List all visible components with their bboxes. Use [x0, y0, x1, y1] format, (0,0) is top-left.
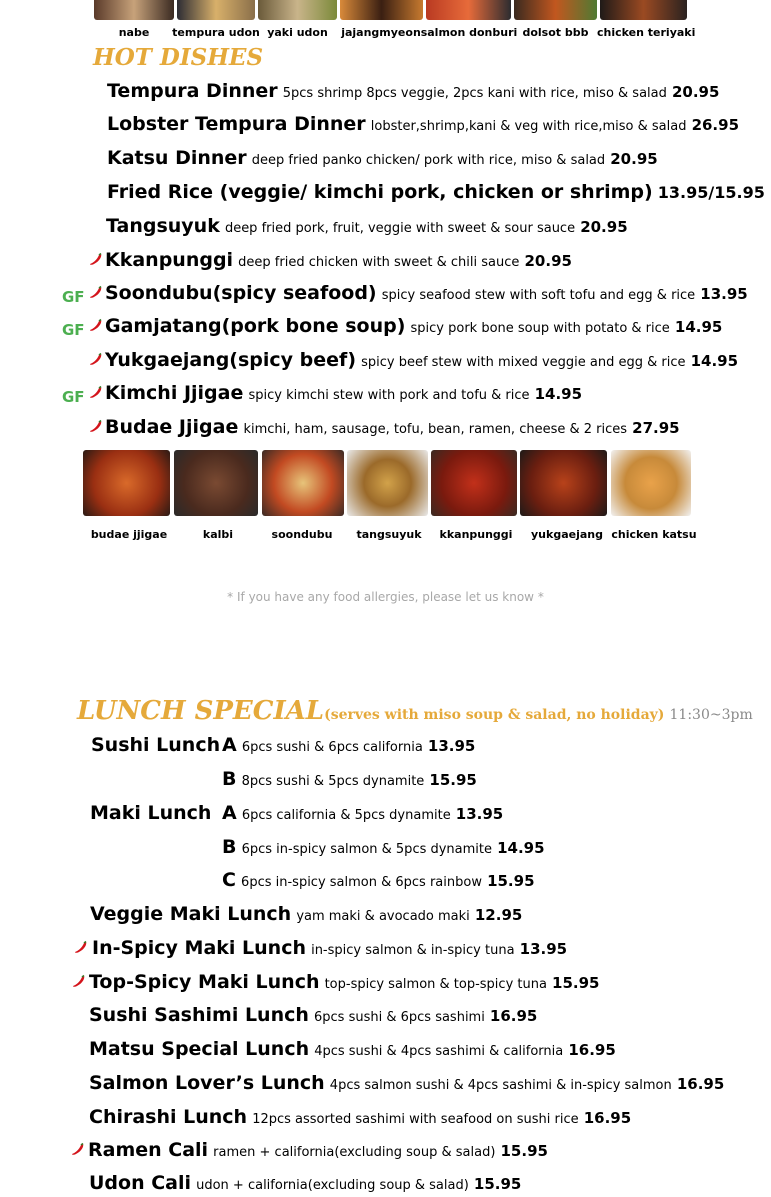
- caption-tangsuyuk: tangsuyuk: [356, 528, 422, 541]
- option-letter: A: [222, 734, 237, 756]
- item-name: Tangsuyuk: [106, 215, 220, 237]
- item-name: Yukgaejang(spicy beef): [105, 349, 356, 371]
- item-name: Veggie Maki Lunch: [90, 903, 292, 925]
- item-desc: in-spicy salmon & in-spicy tuna: [311, 943, 515, 958]
- caption-chicken-katsu: chicken katsu: [611, 528, 697, 541]
- chili-pepper-icon: [71, 974, 87, 990]
- menu-item: [105, 351, 738, 370]
- item-price: 13.95: [519, 940, 568, 958]
- lunch-option: [222, 838, 545, 857]
- caption-yaki-udon: yaki udon: [267, 26, 328, 39]
- option-desc: 6pcs in-spicy salmon & 5pcs dynamite: [241, 842, 493, 857]
- item-price: 16.95: [568, 1041, 616, 1059]
- photo-yukgaejang: [520, 450, 607, 516]
- option-letter: B: [222, 836, 237, 858]
- item-price: 15.95: [500, 1142, 548, 1160]
- option-letter: A: [222, 802, 237, 824]
- caption-jajangmyeon: jajangmyeon: [341, 26, 421, 39]
- item-desc: lobster,shrimp,kani & veg with rice,miso & salad: [370, 119, 687, 134]
- caption-budae-jjigae: budae jjigae: [90, 528, 168, 541]
- caption-tempura-udon: tempura udon: [172, 26, 260, 39]
- item-desc: spicy seafood stew with soft tofu and egg & rice: [381, 288, 696, 303]
- allergy-note: * If you have any food allergies, please let us know *: [227, 590, 544, 604]
- photo-tempura-udon: [177, 0, 255, 20]
- photo-salmon-donburi: [426, 0, 511, 20]
- item-desc: 5pcs shrimp 8pcs veggie, 2pcs kani with rice, miso & salad: [282, 86, 667, 101]
- option-price: 15.95: [487, 872, 535, 890]
- menu-item: [107, 149, 658, 168]
- item-desc: 6pcs sushi & 6pcs sashimi: [314, 1010, 485, 1025]
- item-name: Matsu Special Lunch: [89, 1038, 310, 1060]
- option-desc: 6pcs california & 5pcs dynamite: [241, 808, 451, 823]
- lunch-item: [88, 1141, 548, 1160]
- caption-soondubu: soondubu: [271, 528, 333, 541]
- item-name: Kkanpunggi: [105, 249, 234, 271]
- hot-dishes-title: HOT DISHES: [93, 44, 264, 71]
- photo-tangsuyuk: [347, 450, 428, 516]
- photo-chicken-katsu: [611, 450, 691, 516]
- item-name: Gamjatang(pork bone soup): [105, 315, 406, 337]
- item-desc: top-spicy salmon & top-spicy tuna: [324, 977, 547, 992]
- item-price: 20.95: [671, 83, 720, 101]
- item-name: Kimchi Jjigae: [105, 382, 244, 404]
- option-price: 13.95: [427, 737, 476, 755]
- caption-salmon-donburi: salmon donburi: [420, 26, 518, 39]
- item-price: 20.95: [610, 150, 658, 168]
- sushi-lunch-label: Sushi Lunch: [91, 734, 221, 756]
- option-price: 14.95: [497, 839, 545, 857]
- lunch-item: [89, 1006, 537, 1025]
- photo-budae-jjigae: [83, 450, 170, 516]
- option-price: 13.95: [455, 805, 504, 823]
- chili-pepper-icon: [88, 352, 104, 368]
- menu-item: [105, 384, 582, 403]
- item-desc: spicy kimchi stew with pork and tofu & rice: [248, 388, 530, 403]
- lunch-item: [89, 1074, 724, 1093]
- lunch-special-title: LUNCH SPECIAL: [77, 696, 325, 726]
- item-name: Lobster Tempura Dinner: [107, 113, 366, 135]
- item-price: 12.95: [474, 906, 523, 924]
- item-desc: 12pcs assorted sashimi with seafood on sushi rice: [252, 1112, 579, 1127]
- chili-pepper-icon: [88, 285, 104, 301]
- lunch-item: [89, 1174, 521, 1193]
- item-name: Fried Rice (veggie/ kimchi pork, chicken or shrimp): [107, 181, 653, 203]
- chili-pepper-icon: [88, 385, 104, 401]
- item-name: Top-Spicy Maki Lunch: [89, 971, 320, 993]
- lunch-item: [90, 905, 522, 924]
- item-name: Salmon Lover’s Lunch: [89, 1072, 325, 1094]
- menu-item: [105, 251, 572, 270]
- photo-dolsot-bbb: [514, 0, 597, 20]
- item-price: 14.95: [674, 318, 723, 336]
- gluten-free-badge: GF: [62, 388, 85, 406]
- chili-pepper-icon: [88, 252, 104, 268]
- lunch-item: [89, 973, 599, 992]
- option-letter: B: [222, 768, 237, 790]
- lunch-item: [89, 1108, 631, 1127]
- item-desc: 4pcs salmon sushi & 4pcs sashimi & in-spicy salmon: [329, 1078, 672, 1093]
- item-desc: spicy beef stew with mixed veggie and egg & rice: [361, 355, 686, 370]
- chili-pepper-icon: [88, 318, 104, 334]
- photo-nabe: [94, 0, 174, 20]
- lunch-option: [222, 770, 477, 789]
- photo-jajangmyeon: [340, 0, 423, 20]
- item-price: 16.95: [583, 1109, 632, 1127]
- item-name: Chirashi Lunch: [89, 1106, 248, 1128]
- item-desc: deep fried panko chicken/ pork with rice, miso & salad: [251, 153, 606, 168]
- item-price: 13.95: [700, 285, 748, 303]
- lunch-item: [92, 939, 567, 958]
- menu-item: [106, 217, 628, 236]
- item-price: 14.95: [534, 385, 583, 403]
- item-name: Sushi Sashimi Lunch: [89, 1004, 309, 1026]
- item-price: 15.95: [473, 1175, 522, 1193]
- item-name: Ramen Cali: [88, 1139, 209, 1161]
- lunch-option: [222, 736, 475, 755]
- item-desc: spicy pork bone soup with potato & rice: [410, 321, 670, 336]
- item-price: 16.95: [489, 1007, 538, 1025]
- menu-item: [105, 418, 680, 437]
- item-desc: ramen + california(excluding soup & salad): [213, 1145, 496, 1160]
- menu-item: [105, 317, 722, 336]
- menu-item: [107, 82, 719, 101]
- item-desc: yam maki & avocado maki: [296, 909, 470, 924]
- item-name: Budae Jjigae: [105, 416, 239, 438]
- lunch-item: [89, 1040, 616, 1059]
- item-price: 13.95/15.95: [657, 183, 765, 202]
- item-name: In-Spicy Maki Lunch: [92, 937, 306, 959]
- menu-item: [107, 183, 765, 202]
- caption-chicken-teriyaki: chicken teriyaki: [597, 26, 696, 39]
- caption-kkanpunggi: kkanpunggi: [439, 528, 513, 541]
- maki-lunch-label: Maki Lunch: [90, 802, 212, 824]
- item-price: 16.95: [676, 1075, 725, 1093]
- chili-pepper-icon: [70, 1142, 86, 1158]
- photo-yaki-udon: [258, 0, 337, 20]
- item-price: 14.95: [690, 352, 739, 370]
- photo-kalbi: [174, 450, 258, 516]
- chili-pepper-icon: [88, 419, 104, 435]
- item-desc: deep fried pork, fruit, veggie with sweet & sour sauce: [224, 221, 576, 236]
- chili-pepper-icon: [73, 940, 89, 956]
- item-desc: kimchi, ham, sausage, tofu, bean, ramen, cheese & 2 rices: [243, 422, 628, 437]
- gluten-free-badge: GF: [62, 321, 85, 339]
- item-price: 20.95: [524, 252, 572, 270]
- photo-soondubu: [262, 450, 344, 516]
- lunch-option: [222, 871, 535, 890]
- item-price: 27.95: [632, 419, 680, 437]
- photo-kkanpunggi: [431, 450, 517, 516]
- item-name: Soondubu(spicy seafood): [105, 282, 377, 304]
- menu-item: [107, 115, 739, 134]
- item-price: 26.95: [691, 116, 740, 134]
- caption-yukgaejang: yukgaejang: [531, 528, 603, 541]
- option-desc: 6pcs sushi & 6pcs california: [241, 740, 423, 755]
- gluten-free-badge: GF: [62, 288, 85, 306]
- option-desc: 8pcs sushi & 5pcs dynamite: [241, 774, 425, 789]
- lunch-special-subtitle: (serves with miso soup & salad, no holiday): [324, 707, 665, 723]
- caption-dolsot-bbb: dolsot bbb: [522, 26, 589, 39]
- item-name: Katsu Dinner: [107, 147, 247, 169]
- lunch-special-header: [77, 696, 753, 726]
- caption-kalbi: kalbi: [202, 528, 234, 541]
- item-price: 20.95: [580, 218, 628, 236]
- item-desc: udon + california(excluding soup & salad): [196, 1178, 469, 1193]
- lunch-option: [222, 804, 503, 823]
- option-desc: 6pcs in-spicy salmon & 6pcs rainbow: [241, 875, 482, 890]
- item-name: Tempura Dinner: [107, 80, 278, 102]
- option-price: 15.95: [429, 771, 477, 789]
- item-price: 15.95: [552, 974, 600, 992]
- lunch-special-hours: 11:30~3pm: [669, 707, 753, 723]
- option-letter: C: [222, 869, 236, 891]
- item-name: Udon Cali: [89, 1172, 192, 1194]
- menu-item: [105, 284, 748, 303]
- caption-nabe: nabe: [118, 26, 150, 39]
- photo-chicken-teriyaki: [600, 0, 687, 20]
- item-desc: 4pcs sushi & 4pcs sashimi & california: [314, 1044, 564, 1059]
- item-desc: deep fried chicken with sweet & chili sauce: [238, 255, 520, 270]
